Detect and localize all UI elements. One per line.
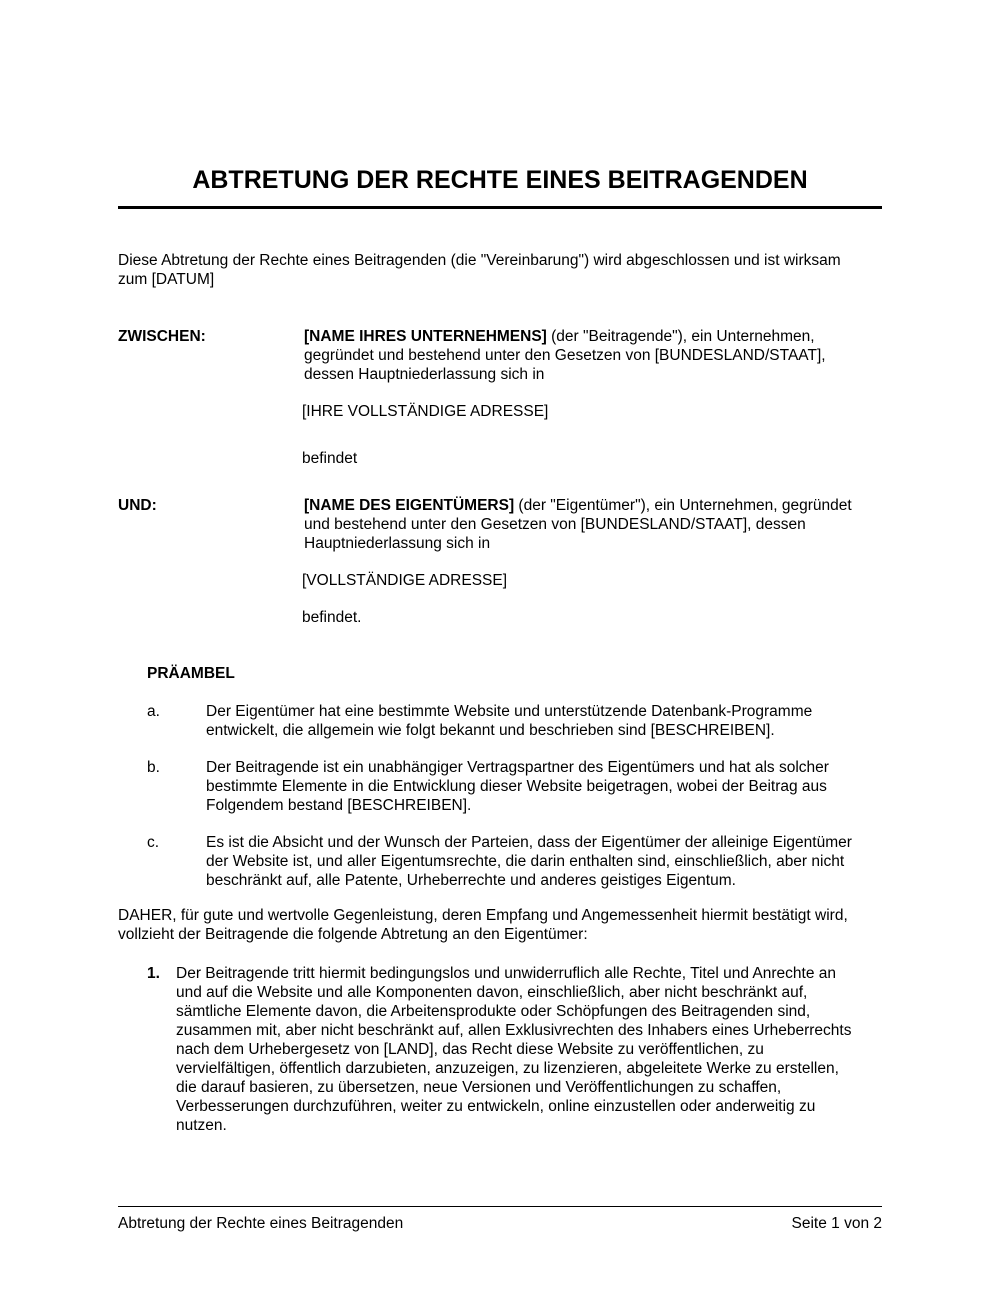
intro-paragraph	[118, 251, 888, 289]
preamble-item-b	[206, 758, 886, 815]
party-closing: befindet	[302, 450, 358, 467]
party-first-line	[304, 496, 884, 515]
clause-line: nutzen.	[176, 1117, 227, 1134]
preamble-marker: b.	[147, 759, 160, 776]
preamble-marker: c.	[147, 834, 160, 851]
preamble-line: Folgendem bestand [BESCHREIBEN].	[206, 797, 472, 814]
preamble-item-a	[206, 702, 886, 740]
clause-line: nach dem Urhebergesetz von [LAND], das Recht diese Website zu veröffentlichen, zu	[176, 1041, 764, 1058]
party-line: und bestehend unter den Gesetzen von [BUNDESLAND/STAAT], dessen	[304, 516, 806, 533]
clause-line: die darauf basieren, zu übersetzen, neue Versionen und Veröffentlichungen zu schaffen,	[176, 1079, 782, 1096]
footer-document-name: Abtretung der Rechte eines Beitragenden	[118, 1215, 404, 1232]
preamble-heading: PRÄAMBEL	[147, 665, 235, 682]
party-line: Hauptniederlassung sich in	[304, 535, 491, 552]
consideration-line: DAHER, für gute und wertvolle Gegenleistung, deren Empfang und Angemessenheit hiermit bestätigt wird,	[118, 907, 848, 924]
clause-line: Der Beitragende tritt hiermit bedingungslos und unwiderruflich alle Rechte, Titel und Anrechte an	[176, 965, 836, 982]
clause-line: und auf die Website und alle Komponenten davon, einschließlich, aber nicht beschränkt auf,	[176, 984, 808, 1001]
party-line: gegründet und bestehend unter den Gesetzen von [BUNDESLAND/STAAT],	[304, 347, 826, 364]
clause-line: sämtliche Elemente davon, die Arbeitensprodukte oder Schöpfungen des Beitragenden sind,	[176, 1003, 811, 1020]
party-first-line	[304, 327, 884, 346]
party-label-zwischen: ZWISCHEN:	[118, 328, 206, 345]
party-description: (der "Eigentümer"), ein Unternehmen, gegründet	[514, 497, 852, 514]
party-name: [NAME DES EIGENTÜMERS]	[304, 497, 515, 514]
preamble-line: entwickelt, die allgemein wie folgt bekannt und beschrieben sind [BESCHREIBEN].	[206, 722, 775, 739]
preamble-marker: a.	[147, 703, 160, 720]
footer-divider	[118, 1206, 882, 1207]
party-description: (der "Beitragende"), ein Unternehmen,	[546, 328, 815, 345]
preamble-line: Der Beitragende ist ein unabhängiger Vertragspartner des Eigentümers und hat als solcher	[206, 759, 829, 776]
consideration-paragraph	[118, 906, 888, 944]
intro-line: zum [DATUM]	[118, 271, 215, 288]
clause-number: 1.	[147, 965, 160, 982]
party-closing: befindet.	[302, 609, 362, 626]
document-title: ABTRETUNG DER RECHTE EINES BEITRAGENDEN	[192, 166, 808, 194]
clause-1-text	[176, 964, 886, 1135]
party-address: [IHRE VOLLSTÄNDIGE ADRESSE]	[302, 403, 549, 420]
party-address: [VOLLSTÄNDIGE ADRESSE]	[302, 572, 508, 589]
consideration-line: vollzieht der Beitragende die folgende Abtretung an den Eigentümer:	[118, 926, 588, 943]
title-divider	[118, 206, 882, 209]
preamble-line: der Website ist, und aller Eigentumsrechte, die darin enthalten sind, einschließlich, aber nicht	[206, 853, 845, 870]
footer-page-number: Seite 1 von 2	[791, 1215, 882, 1232]
party-name: [NAME IHRES UNTERNEHMENS]	[304, 328, 547, 345]
clause-line: zusammen mit, aber nicht beschränkt auf, allen Exklusivrechten des Inhabers eines Urheberrechts	[176, 1022, 852, 1039]
preamble-line: bestimmte Elemente in die Entwicklung dieser Website beigetragen, wobei der Beitrag aus	[206, 778, 827, 795]
clause-line: Verbesserungen durchzuführen, weiter zu entwickeln, online einzustellen oder anderweitig zu	[176, 1098, 816, 1115]
clause-line: vervielfältigen, öffentlich darzubieten, anzuzeigen, zu lizenzieren, abgeleitete Werke zu erstellen,	[176, 1060, 839, 1077]
preamble-item-c	[206, 833, 886, 890]
intro-line: Diese Abtretung der Rechte eines Beitragenden (die "Vereinbarung") wird abgeschlossen und ist wirksam	[118, 252, 841, 269]
party-line: dessen Hauptniederlassung sich in	[304, 366, 545, 383]
preamble-line: Es ist die Absicht und der Wunsch der Parteien, dass der Eigentümer der alleinige Eigentümer	[206, 834, 852, 851]
preamble-line: beschränkt auf, alle Patente, Urheberrechte und anderes geistiges Eigentum.	[206, 872, 736, 889]
party-label-und: UND:	[118, 497, 157, 514]
party-block-contributor	[304, 327, 884, 384]
party-block-owner	[304, 496, 884, 553]
preamble-line: Der Eigentümer hat eine bestimmte Website und unterstützende Datenbank-Programme	[206, 703, 813, 720]
